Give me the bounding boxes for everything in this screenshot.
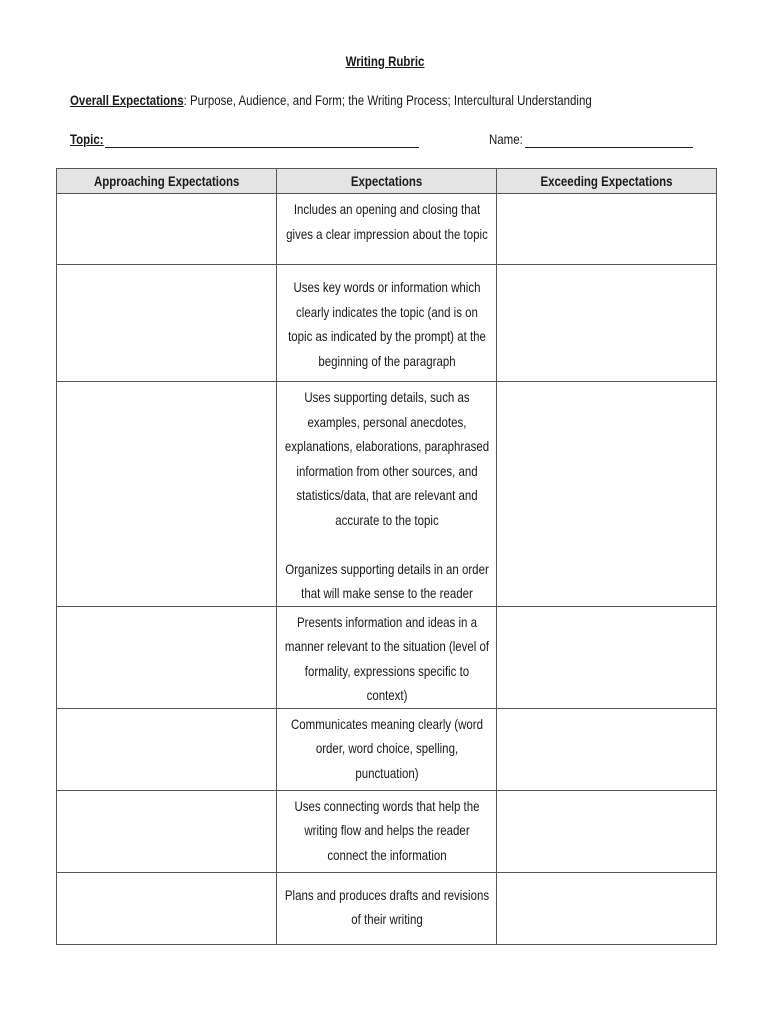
overall-expectations (70, 92, 592, 108)
expectation-text: Communicates meaning clearly (word order, word choice, spelling, punctuation) (290, 715, 484, 781)
header-exceeding-label: Exceeding Expectations (540, 173, 673, 189)
approaching-cell (57, 872, 277, 944)
name-label: Name: (489, 131, 523, 147)
expectations-cell (277, 606, 497, 708)
overall-expectations-label: Overall Expectations (70, 92, 184, 108)
exceeding-cell (497, 790, 717, 872)
expectations-cell (277, 790, 497, 872)
table-row (57, 382, 717, 607)
name-field (489, 131, 523, 147)
topic-field (70, 131, 111, 147)
expectation-text: Uses connecting words that help the writing flow and helps the reader connect the information (294, 797, 480, 863)
exceeding-cell (497, 194, 717, 265)
table-row (57, 265, 717, 382)
table-row (57, 606, 717, 708)
exceeding-cell (497, 265, 717, 382)
overall-expectations-text: : Purpose, Audience, and Form; the Writing Process; Intercultural Understanding (183, 92, 592, 108)
expectations-cell (277, 194, 497, 265)
page-title: Writing Rubric (345, 53, 425, 69)
exceeding-cell (497, 382, 717, 607)
expectation-text: Includes an opening and closing that gives a clear impression about the topic (286, 201, 488, 242)
table-row (57, 194, 717, 265)
table-row (57, 708, 717, 790)
name-input-line[interactable] (525, 147, 693, 148)
approaching-cell (57, 265, 277, 382)
table-row (57, 790, 717, 872)
rubric-table (56, 168, 717, 945)
approaching-cell (57, 606, 277, 708)
exceeding-cell (497, 872, 717, 944)
exceeding-cell (497, 606, 717, 708)
expectation-text: Uses key words or information which clearly indicates the topic (and is on topic as indicated by the prompt) at the beginning of the paragraph (288, 279, 486, 369)
header-expectations-label: Expectations (350, 173, 423, 189)
expectation-text: Organizes supporting details in an order that will make sense to the reader (285, 560, 489, 601)
table-row (57, 872, 717, 944)
rubric-header-row (57, 169, 717, 194)
expectations-cell (277, 382, 497, 607)
approaching-cell (57, 708, 277, 790)
approaching-cell (57, 194, 277, 265)
expectation-text: Plans and produces drafts and revisions of their writing (284, 886, 490, 927)
header-exceeding (497, 169, 717, 194)
topic-label: Topic: (70, 131, 104, 147)
approaching-cell (57, 382, 277, 607)
expectations-cell (277, 265, 497, 382)
expectation-text: Presents information and ideas in a manner relevant to the situation (level of formality, expressions specific to context) (284, 613, 490, 703)
expectations-cell (277, 872, 497, 944)
exceeding-cell (497, 708, 717, 790)
approaching-cell (57, 790, 277, 872)
header-approaching-label: Approaching Expectations (93, 173, 240, 189)
topic-input-line[interactable] (105, 147, 419, 148)
header-expectations (277, 169, 497, 194)
expectations-cell (277, 708, 497, 790)
header-approaching (57, 169, 277, 194)
expectation-text: Uses supporting details, such as examples, personal anecdotes, explanations, elaborations, paraphrased information from other sources, and statistics/data, that are relevant and accurate to the topic (284, 389, 490, 528)
